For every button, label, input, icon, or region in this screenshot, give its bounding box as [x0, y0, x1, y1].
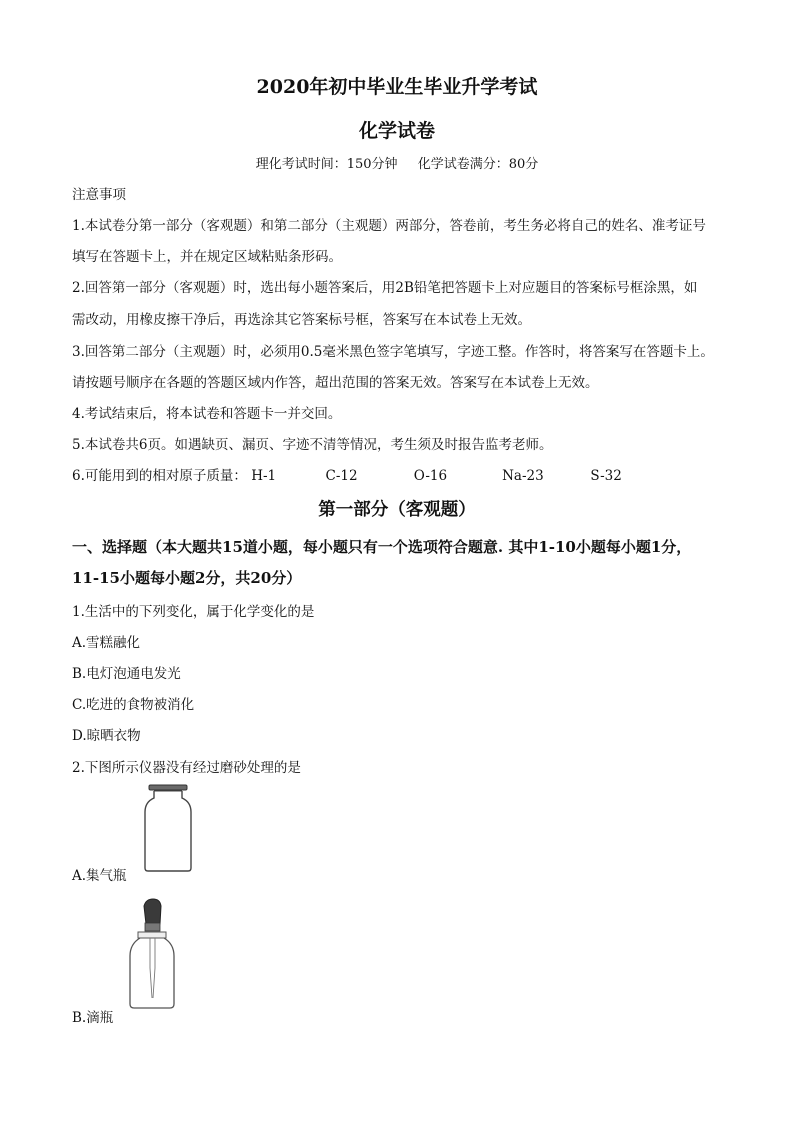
note-line: 填写在答题卡上，并在规定区域粘贴条形码。: [72, 249, 342, 265]
section-heading: 一、选择题（本大题共15道小题，每小题只有一个选项符合题意. 其中1-10小题每小题1分，: [72, 538, 692, 556]
exam-time: 理化考试时间：150分钟: [255, 157, 398, 172]
notes-heading: 注意事项: [72, 187, 126, 203]
section-heading-cont: 11-15小题每小题2分，共20分）: [72, 569, 302, 587]
masses-label: 6.可能用到的相对原子质量：: [72, 468, 247, 484]
q1-option-c: C.吃进的食物被消化: [72, 697, 195, 713]
note-line: 3.回答第二部分（主观题）时，必须用0.5毫米黑色签字笔填写，字迹工整。作答时，将答案写在答题卡上。: [72, 344, 714, 360]
exam-score: 化学试卷满分：80分: [417, 157, 539, 172]
q1-option-a: A.雪糕融化: [72, 635, 141, 651]
atomic-masses: [72, 464, 622, 484]
q1-option-d: D.晾晒衣物: [72, 728, 141, 744]
exam-title: 2020年初中毕业生毕业升学考试: [256, 76, 538, 98]
dropping-bottle-figure: [126, 898, 178, 1016]
mass-c: C-12: [325, 468, 358, 484]
q2-option-a: A.集气瓶: [72, 868, 127, 884]
q2-option-b: B.滴瓶: [72, 1010, 114, 1026]
q1-stem: 1.生活中的下列变化，属于化学变化的是: [72, 604, 315, 620]
exam-subject: 化学试卷: [358, 120, 435, 142]
note-line: 5.本试卷共6页。如遇缺页、漏页、字迹不清等情况，考生须及时报告监考老师。: [72, 437, 553, 453]
note-line: 2.回答第一部分（客观题）时，选出每小题答案后，用2B铅笔把答题卡上对应题目的答案标号框涂黑，如: [72, 280, 698, 296]
note-line: 请按题号顺序在各题的答题区域内作答，超出范围的答案无效。答案写在本试卷上无效。: [72, 375, 599, 391]
q2-stem: 2.下图所示仪器没有经过磨砂处理的是: [72, 760, 301, 776]
mass-na: Na-23: [502, 468, 544, 484]
note-line: 1.本试卷分第一部分（客观题）和第二部分（主观题）两部分，答卷前，考生务必将自己的姓名、准考证号: [72, 218, 706, 234]
mass-s: S-32: [590, 468, 622, 484]
part1-title: 第一部分（客观题）: [318, 500, 476, 520]
gas-bottle-figure: [138, 784, 200, 874]
note-line: 需改动，用橡皮擦干净后，再选涂其它答案标号框，答案写在本试卷上无效。: [72, 312, 531, 328]
q1-option-b: B.电灯泡通电发光: [72, 666, 181, 682]
exam-info: [0, 153, 794, 172]
mass-o: O-16: [413, 468, 448, 484]
mass-h: H-1: [251, 468, 277, 484]
note-line: 4.考试结束后，将本试卷和答题卡一并交回。: [72, 406, 342, 422]
